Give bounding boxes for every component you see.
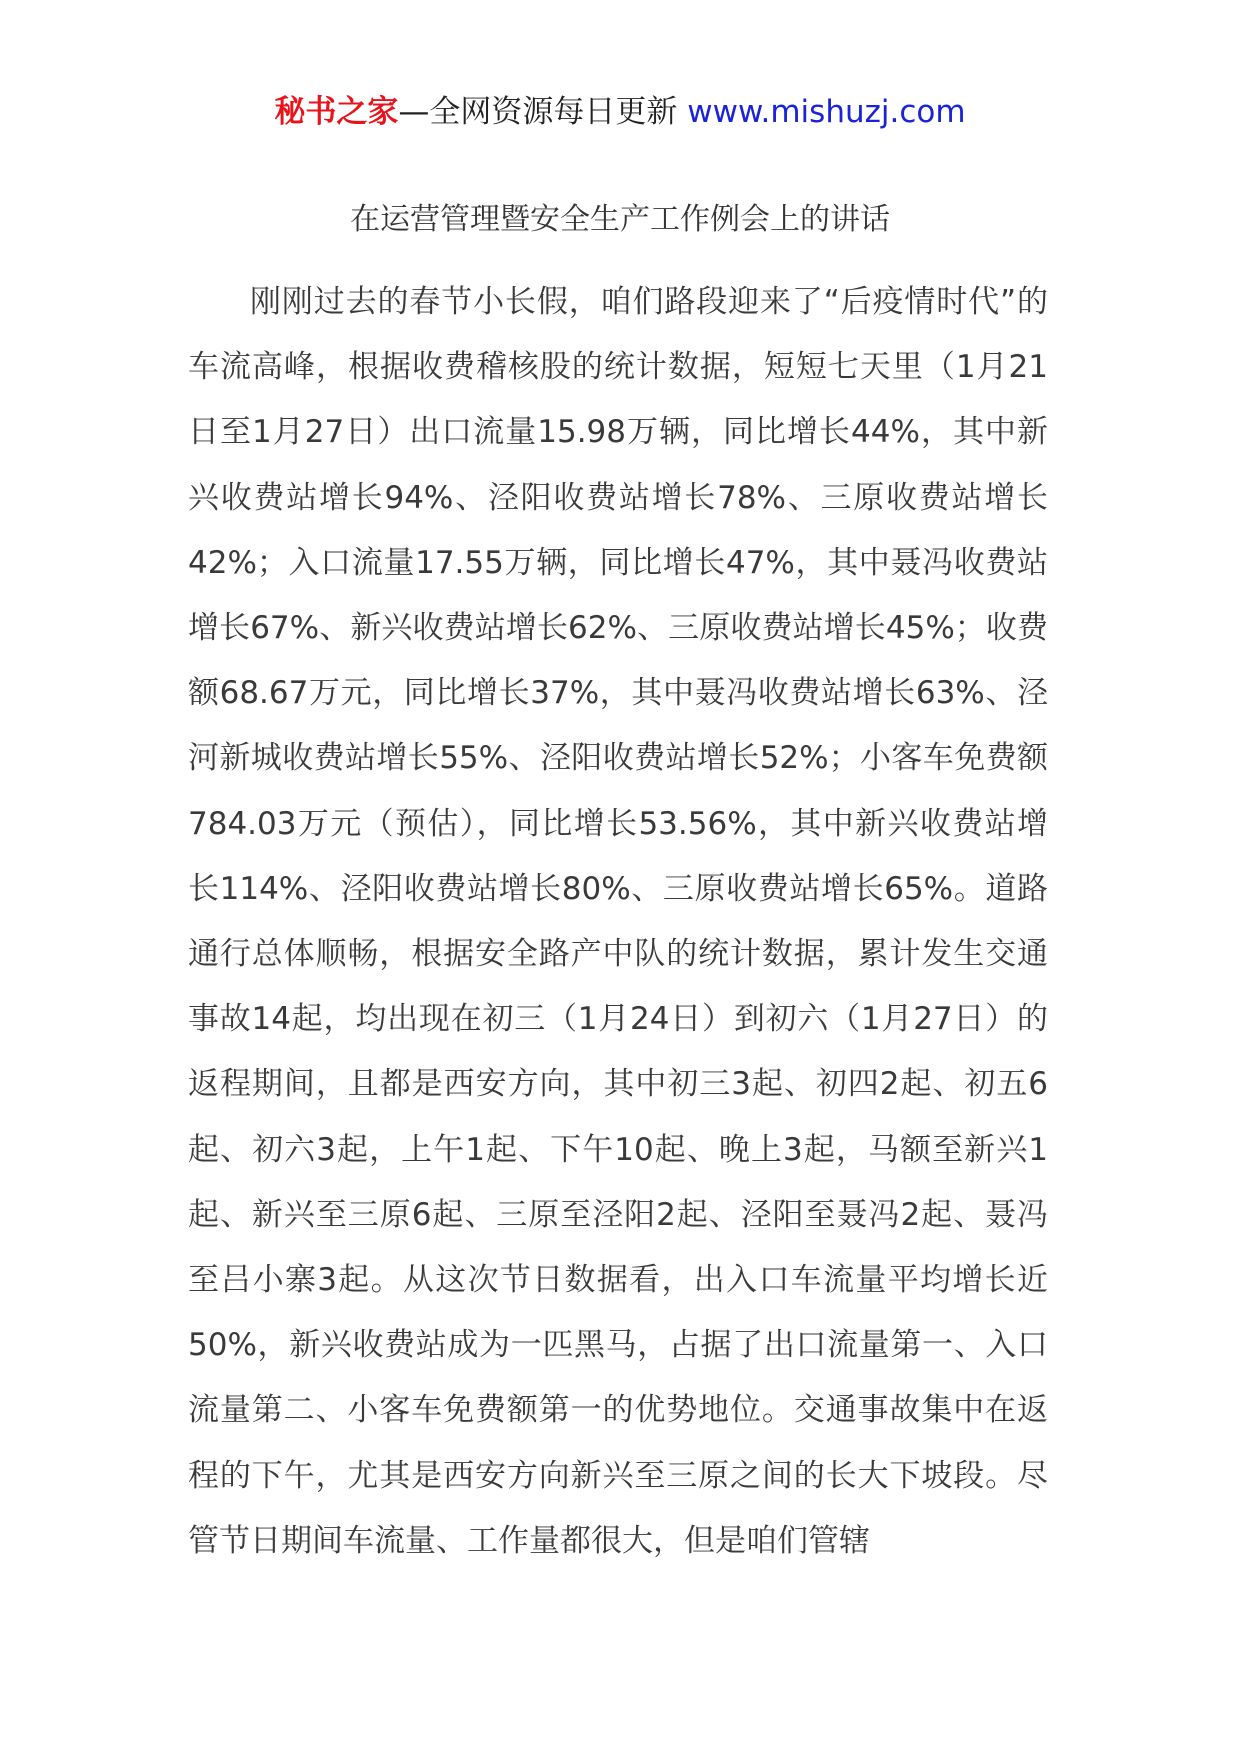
site-url-link[interactable]: www.mishuzj.com xyxy=(687,94,966,130)
site-brand: 秘书之家 xyxy=(274,94,399,130)
document-title: 在运营管理暨安全生产工作例会上的讲话 xyxy=(350,202,890,237)
body-paragraph: 刚刚过去的春节小长假，咱们路段迎来了“后疫情时代”的车流高峰，根据收费稽核股的统计数据，短短七天里（1月21日至1月27日）出口流量15.98万辆，同比增长44%，其中新兴收费站增长94%、泾阳收费站增长78%、三原收费站增长42%；入口流量17.55万辆，同比增长47%，其中聂冯收费站增长67%、新兴收费站增长62%、三原收费站增长45%；收费额68.67万元，同比增长37%，其中聂冯收费站增长63%、泾河新城收费站增长55%、泾阳收费站增长52%；小客车免费额784.03万元（预估），同比增长53.56%，其中新兴收费站增长114%、泾阳收费站增长80%、三原收费站增长65%。道路通行总体顺畅，根据安全路产中队的统计数据，累计发生交通事故14起，均出现在初三（1月24日）到初六（1月27日）的返程期间，且都是西安方向，其中初三3起、初四2起、初五6起、初六3起，上午1起、下午10起、晚上3起，马额至新兴1起、新兴至三原6起、三原至泾阳2起、泾阳至聂冯2起、聂冯至吕小寨3起。从这次节日数据看，出入口车流量平均增长近50%，新兴收费站成为一匹黑马，占据了出口流量第一、入口流量第二、小客车免费额第一的优势地位。交通事故集中在返程的下午，尤其是西安方向新兴至三原之间的长大下坡段。尽管节日期间车流量、工作量都很大，但是咱们管辖 xyxy=(188,284,1048,1559)
site-tagline: —全网资源每日更新 xyxy=(398,94,688,130)
site-header xyxy=(0,92,1240,132)
